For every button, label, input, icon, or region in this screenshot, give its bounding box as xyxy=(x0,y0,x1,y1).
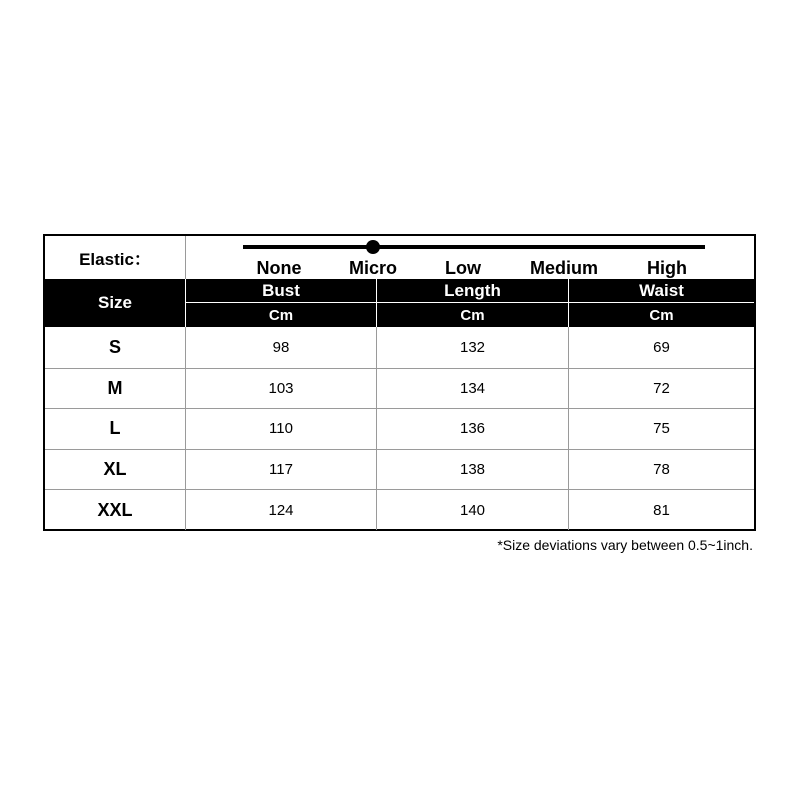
bust-cell: 117 xyxy=(186,450,377,490)
elastic-scale-bar xyxy=(243,245,705,249)
length-cell: 140 xyxy=(377,490,569,530)
bust-cell: 103 xyxy=(186,369,377,409)
elastic-row xyxy=(45,236,754,279)
column-unit: Cm xyxy=(649,306,674,324)
elastic-level-micro: Micro xyxy=(348,258,398,278)
table-row xyxy=(45,327,754,368)
elastic-level-low: Low xyxy=(445,258,481,278)
table-row xyxy=(45,408,754,449)
size-header: Size xyxy=(45,279,186,327)
size-cell: XL xyxy=(45,450,186,490)
table-row xyxy=(45,368,754,409)
size-cell: XXL xyxy=(45,490,186,530)
length-cell: 134 xyxy=(377,369,569,409)
column-header-bust xyxy=(186,279,377,327)
size-cell: L xyxy=(45,409,186,449)
column-unit: Cm xyxy=(268,306,294,324)
table-row xyxy=(45,449,754,490)
bust-cell: 124 xyxy=(186,490,377,530)
size-cell: M xyxy=(45,369,186,409)
table-body xyxy=(45,327,754,530)
table-row xyxy=(45,489,754,530)
table-header xyxy=(45,279,754,327)
column-name: Waist xyxy=(569,279,754,303)
column-name: Bust xyxy=(186,279,376,303)
elastic-level-medium: Medium xyxy=(529,258,599,278)
size-chart xyxy=(43,234,756,531)
column-header-length xyxy=(377,279,569,327)
elastic-level-none: None xyxy=(256,258,302,278)
elastic-level-high: High xyxy=(647,258,687,278)
waist-cell: 69 xyxy=(653,338,670,356)
size-cell: S xyxy=(45,327,186,368)
length-cell: 138 xyxy=(377,450,569,490)
length-cell: 132 xyxy=(377,327,569,368)
size-deviation-note: *Size deviations vary between 0.5~1inch. xyxy=(497,537,753,553)
column-unit: Cm xyxy=(460,306,485,324)
waist-cell: 81 xyxy=(653,501,670,519)
bust-cell: 98 xyxy=(186,327,377,368)
waist-cell: 72 xyxy=(653,379,670,397)
length-cell: 136 xyxy=(377,409,569,449)
waist-cell: 75 xyxy=(653,420,670,438)
elastic-label: Elastic： xyxy=(45,236,186,279)
column-header-waist xyxy=(569,279,754,327)
bust-cell: 110 xyxy=(186,409,377,449)
column-name: Length xyxy=(377,279,568,303)
elastic-indicator-dot xyxy=(366,240,380,254)
waist-cell: 78 xyxy=(653,461,670,479)
